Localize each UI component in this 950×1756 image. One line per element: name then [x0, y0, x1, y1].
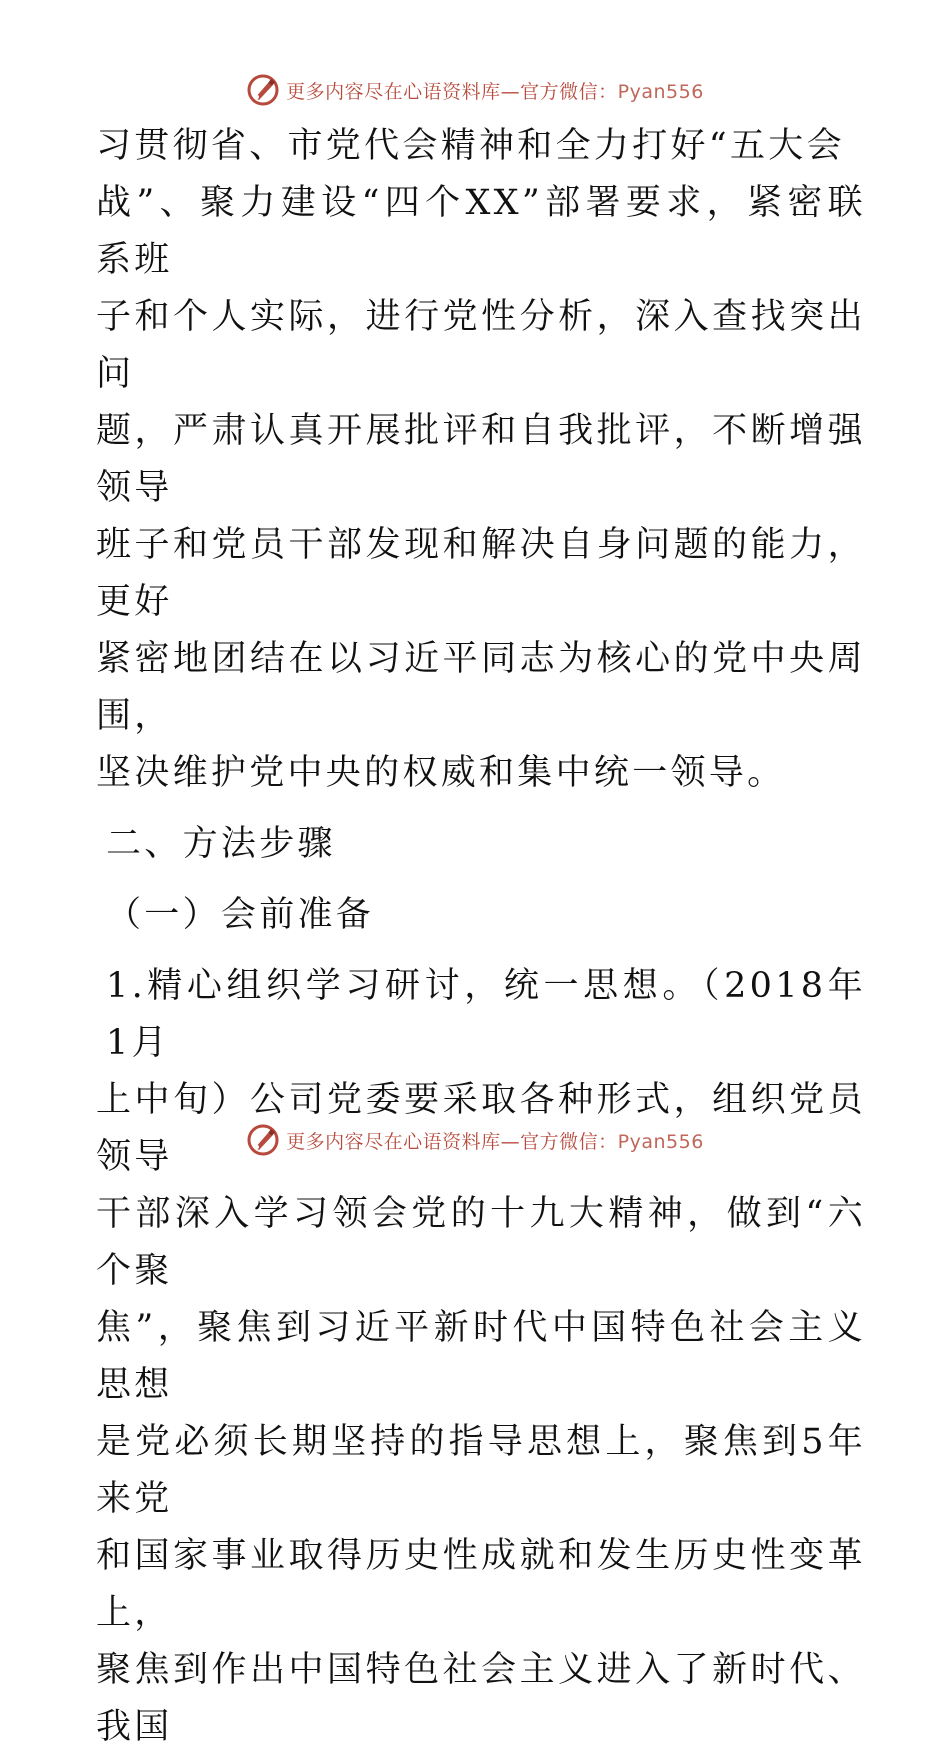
watermark-code: Pyan556: [617, 1130, 704, 1153]
text-line: 班子和党员干部发现和解决自身问题的能力，更好: [96, 525, 866, 622]
paragraph-item-1: [96, 958, 866, 1756]
pen-logo-icon: [246, 73, 280, 107]
document-body: [96, 118, 866, 1756]
text-line: 干部深入学习领会党的十九大精神，做到“六个聚: [96, 1194, 866, 1291]
text-line: 紧密地团结在以习近平同志为核心的党中央周围，: [96, 639, 866, 736]
header-watermark: [0, 70, 950, 110]
watermark-text: [286, 1127, 704, 1154]
paragraph-intro: [96, 118, 866, 802]
text-line: 习贯彻省、市党代会精神和全力打好“五大会: [96, 126, 845, 166]
watermark-label: 更多内容尽在心语资料库—官方微信：: [286, 1130, 618, 1153]
pen-logo-icon: [246, 1123, 280, 1157]
text-line: 焦”，聚焦到习近平新时代中国特色社会主义思想: [96, 1308, 866, 1405]
text-line: 聚焦到作出中国特色社会主义进入了新时代、我国: [96, 1650, 866, 1747]
text-line: 和国家事业取得历史性成就和发生历史性变革上，: [96, 1536, 866, 1633]
text-line: 上中旬）公司党委要采取各种形式，组织党员领导: [96, 1080, 866, 1177]
text-line: 战”、聚力建设“四个XX”部署要求，紧密联系班: [96, 183, 866, 280]
subsection-heading: [96, 887, 866, 944]
subheading-text: （一）会前准备: [106, 895, 375, 935]
text-line: 1.精心组织学习研讨，统一思想。（2018年1月: [106, 966, 866, 1063]
text-line: 坚决维护党中央的权威和集中统一领导。: [96, 753, 786, 793]
text-line: 是党必须长期坚持的指导思想上，聚焦到5年来党: [96, 1422, 866, 1519]
text-line: 题，严肃认真开展批评和自我批评，不断增强领导: [96, 411, 866, 508]
heading-text: 二、方法步骤: [106, 824, 336, 864]
section-heading: [96, 816, 866, 873]
footer-watermark: [0, 1120, 950, 1160]
text-line: 子和个人实际，进行党性分析，深入查找突出问: [96, 297, 866, 394]
watermark-label: 更多内容尽在心语资料库—官方微信：: [286, 80, 618, 103]
watermark-text: [286, 77, 704, 104]
watermark-code: Pyan556: [617, 80, 704, 103]
